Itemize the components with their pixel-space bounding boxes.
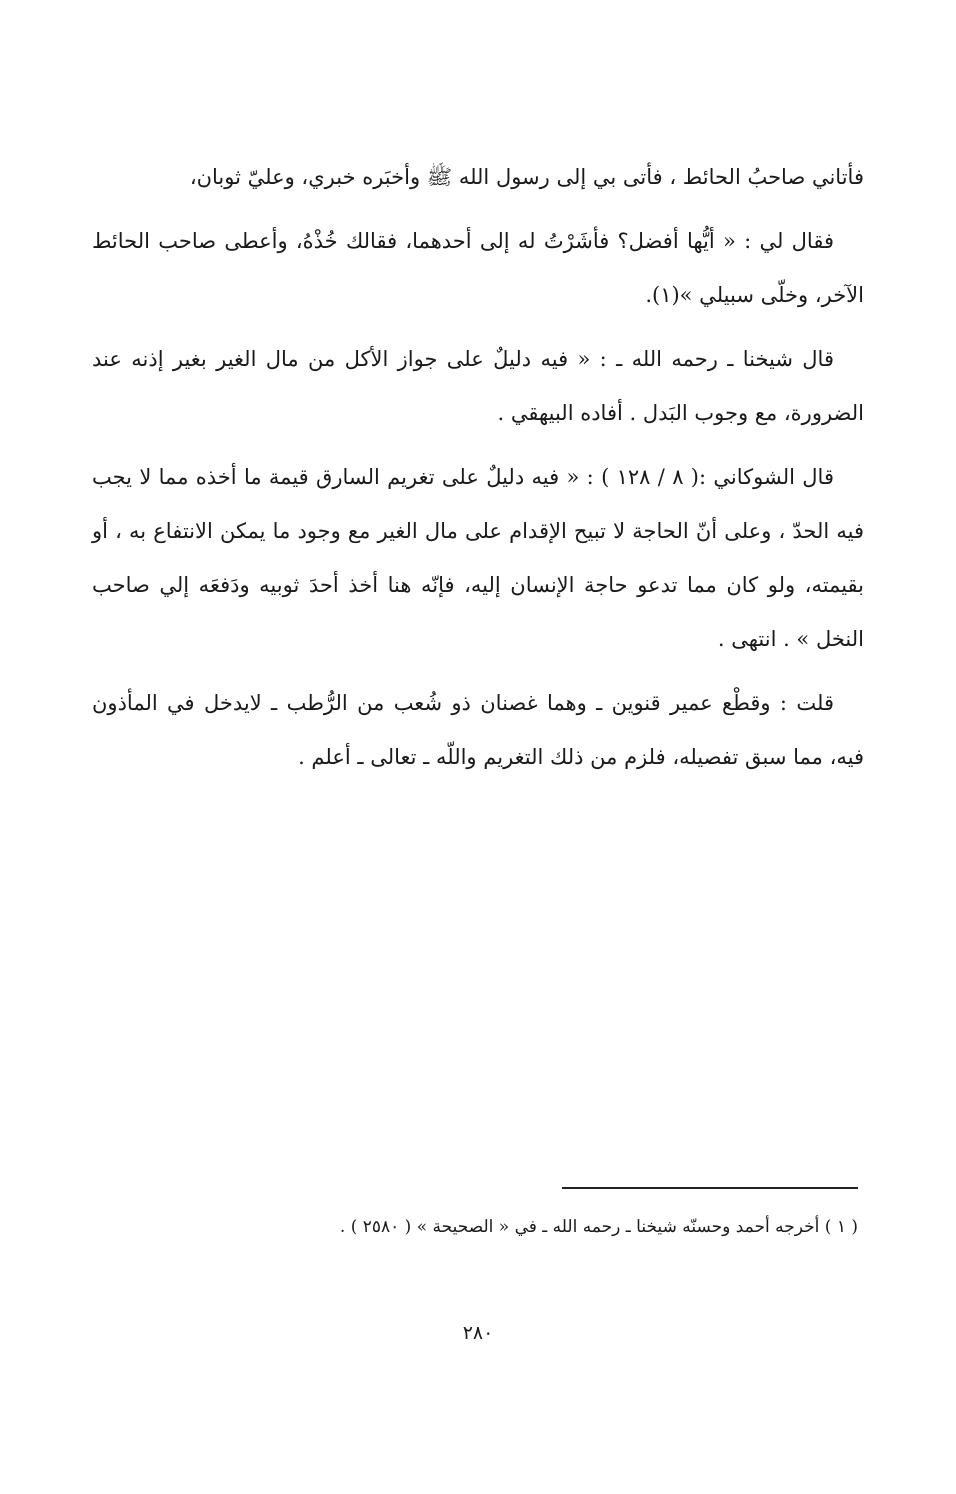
paragraph-3: قال شيخنا ـ رحمه الله ـ : « فيه دليلٌ على جواز الأكل من مال الغير بغير إذنه عند الضرورة، مع وجوب البَدل . أفاده البيهقي . xyxy=(92,347,864,425)
page-number: ٢٨٠ xyxy=(462,1322,494,1344)
paragraph-4: قال الشوكاني :( ٨ / ١٢٨ ) : « فيه دليلٌ على تغريم السارق قيمة ما أخذه مما لا يجب فيه الحدّ ، وعلى أنّ الحاجة لا تبيح الإقدام على مال الغير مع وجود ما يمكن الانتفاع به ، أو بقيمته، ولو كان مما تدعو حاجة الإنسان إليه، فإنّه هنا أخذ أحدَ ثوبيه ودَفعَه إلي صاحب النخل » . انتهى . xyxy=(92,465,864,651)
paragraph-1: فأتاني صاحبُ الحائط ، فأتى بي إلى رسول الله ﷺ وأخبَره خبري، وعليّ ثوبان، xyxy=(189,165,864,189)
paragraph-5: قلت : وقطْع عمير قنوين ـ وهما غصنان ذو شُعب من الرُّطب ـ لايدخل في المأذون فيه، مما سبق تفصيله، فلزم من ذلك التغريم واللّه ـ تعالى ـ أعلم . xyxy=(92,691,864,769)
footnote: ( ١ ) أخرجه أحمد وحسنّه شيخنا ـ رحمه الله ـ في « الصحيحة » ( ٢٥٨٠ ) . xyxy=(339,1217,858,1237)
paragraph-2: فقال لي : « أيُّها أفضل؟ فأشَرْتُ له إلى أحدهما، فقالك خُذْهُ، وأعطى صاحب الحائط الآخر، وخلّى سبيلي »(١). xyxy=(92,229,864,307)
main-text-block xyxy=(92,150,864,794)
footnote-separator xyxy=(562,1187,858,1189)
